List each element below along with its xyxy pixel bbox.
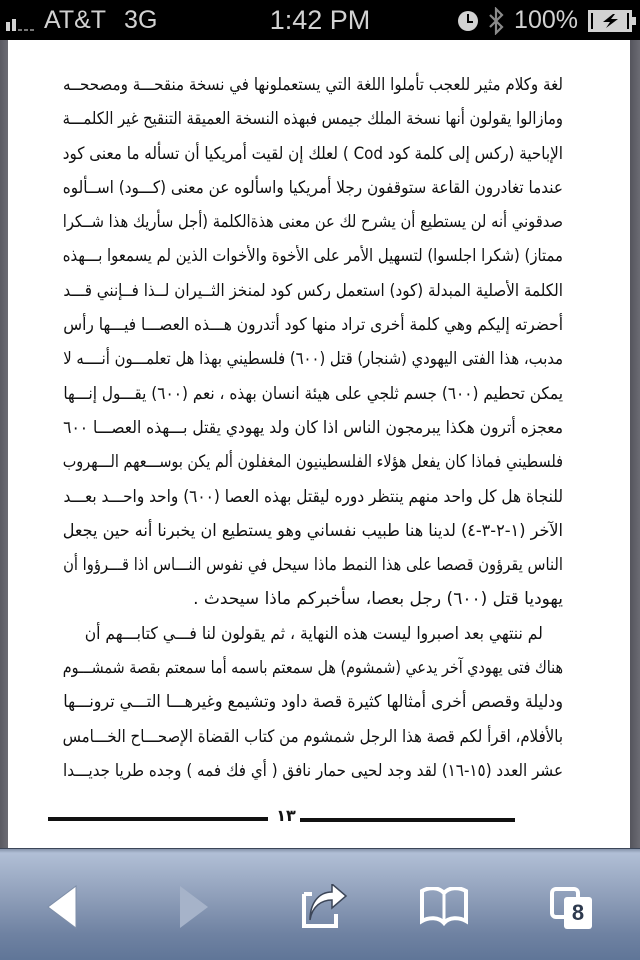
status-time: 1:42 PM	[269, 5, 371, 35]
forward-button[interactable]	[152, 877, 232, 937]
forward-arrow-icon	[172, 884, 212, 930]
network-type: 3G	[124, 6, 158, 34]
carrier-name: AT&T	[44, 6, 107, 34]
document-text	[63, 68, 563, 788]
text-line: هناك فتى يهودي آخر يدعي (شمشوم) هل سمعتم باسمه أما سمعتم بقصة شمشـــوم	[62, 658, 563, 679]
bookmarks-button[interactable]	[404, 877, 484, 937]
text-line: عشر العدد (١٥-١٦) لقد وجد لحيى حمار نافق ( أي فك فمه ) وجده طريا جديـــدا	[63, 760, 563, 781]
footer-rule-right	[300, 818, 515, 822]
text-line: ودليلة وقصص أخرى أمثالها كثيرة قصة داود وتشيمع وغيرهـــا التـــي ترونـــها	[63, 692, 564, 713]
text-line: ممتاز) (شكرا اجلسوا) لتسهيل الأمر على الأخوة والأخوات الذين لم يسمعوا بـــهذه	[62, 246, 563, 267]
web-viewport[interactable]	[0, 40, 640, 848]
bookmarks-book-icon	[419, 887, 469, 927]
text-line: أحضرته إليكم وهي كلمة أخرى تراد منها كود أتدرون هـــذه العصـــا فيـــها رأس	[63, 315, 564, 336]
document-page	[8, 40, 630, 848]
back-arrow-icon	[44, 884, 84, 930]
text-line: ومازالوا يقولون أنها نسخة الملك جيمس فبهذه النسخة العميقة التنقيح غير الكلمـــة	[62, 109, 563, 130]
text-line: عندما تغادرون القاعة ستوقفون رجلا أمريكيا واسألوه عن معنى (كـــود) اســألوه	[62, 177, 564, 198]
text-line: مدبب، هذا الفتى اليهودي (شنجار) قتل (٦٠٠) فلسطيني بهذا هل تعلمـــون أنــــه لا	[63, 349, 563, 370]
share-button[interactable]	[285, 877, 365, 937]
text-line: معجزه أترون هكذا يبرمجون الناس اذا كان ولد يهودي يقتل بـــهذه العصـــا ٦٠٠	[63, 417, 563, 438]
battery-percent: 100%	[514, 6, 578, 34]
text-line: لم ننتهي بعد اصبروا ليست هذه النهاية ، ثم يقولون لنا فـــي كتابـــهم أن	[84, 623, 543, 644]
tab-count-badge: 8	[564, 897, 592, 929]
page-number: ١٣	[276, 806, 296, 825]
text-line: يمكن تحطيم (٦٠٠) جسم ثلجي على هيئة انسان بهذه ، نعم (٦٠٠) يقـــول إنـــها	[63, 383, 563, 404]
share-icon	[300, 884, 350, 930]
footer-rule-left	[48, 817, 268, 821]
text-line: فلسطيني فماذا كان يفعل هؤلاء الفلسطينيون المغفلون ألم يكن بوســـعهم الـــهروب	[62, 452, 563, 473]
text-line: يهوديا قتل (٦٠٠) رجل بعصا، سأخبركم ماذا سيحدث .	[193, 589, 563, 610]
page-footer	[48, 806, 568, 830]
alarm-icon	[458, 11, 478, 31]
text-line: للنجاة هل كل واحد منهم ينتظر دوره ليقتل بهذه العصا (٦٠٠) واحد واحـــد بعـــد	[63, 486, 563, 507]
back-button[interactable]	[24, 877, 104, 937]
tabs-button[interactable]	[534, 877, 614, 937]
text-line: بالأفلام، اقرأ لكم قصة هذا الرجل شمشوم من كتاب القضاة الإصحـــاح الخـــامس	[62, 726, 564, 747]
text-line: الآخر (١-٢-٣-٤) لدينا هنا طبيب نفساني وهو يستطيع ان يخبرنا أنه حين يجعل	[62, 520, 563, 541]
status-bar	[0, 0, 640, 40]
status-right	[458, 6, 632, 35]
text-line: صدقوني أنه لن يستطيع أن يشرح لك عن معنى هذةالكلمة (أجل سأريك هذا شــكرا	[62, 212, 564, 233]
battery-charging-icon	[588, 10, 632, 32]
bluetooth-icon	[488, 7, 504, 35]
browser-toolbar	[0, 848, 640, 960]
text-line: الكلمة الأصلية المبدلة (كود) استعمل ركس كود لمنخز الثــيران لــذا فــإنني قـــد	[63, 280, 564, 301]
text-line: الإباحية (ركس إلى كلمة كود Cod ) لعلك إن لقيت أمريكيا أن تسأله ما معنى كود	[62, 143, 563, 164]
text-line: الناس يقرؤون قصصا على هذا النمط ماذا سيحل في نفوس النـــاس اذا قـــرؤوا أن	[63, 555, 563, 576]
text-line: لغة وكلام مثير للعجب تأملوا اللغة التي يستعملونها في نسخة منقحـــة ومصححــه	[63, 75, 563, 95]
